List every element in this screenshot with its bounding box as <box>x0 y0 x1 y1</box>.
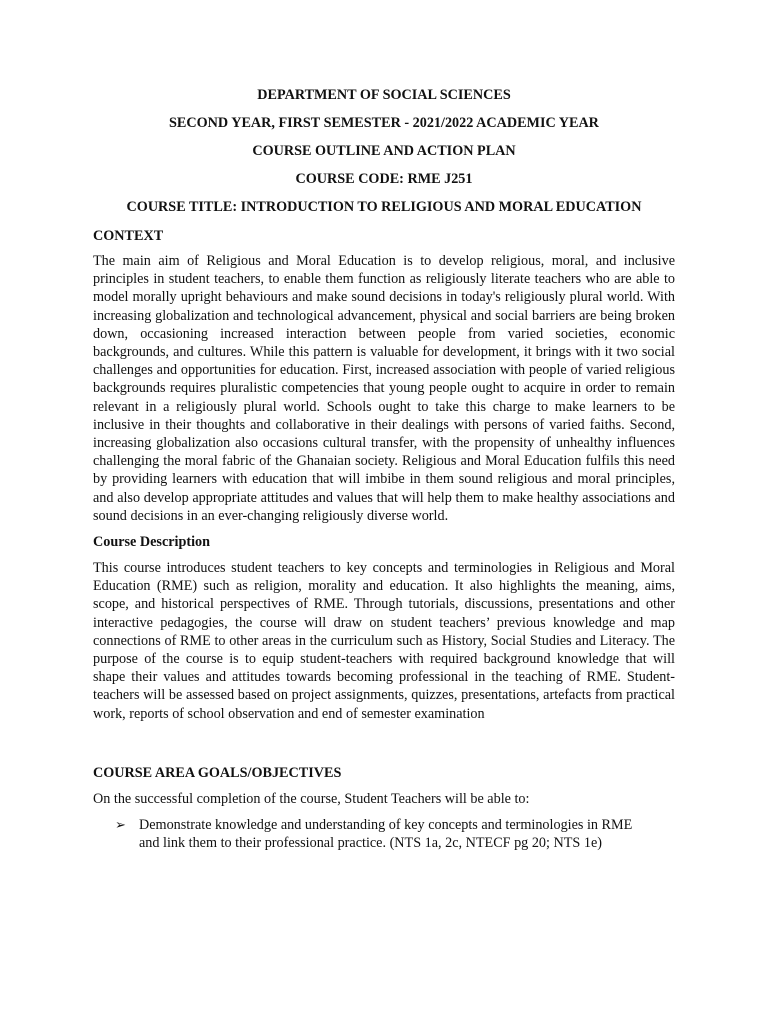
goals-intro-text: On the successful completion of the course, Student Teachers will be able to: <box>93 790 530 807</box>
context-heading: CONTEXT <box>93 228 164 244</box>
course-code-heading: COURSE CODE: RME J251 <box>295 171 473 187</box>
arrowhead-bullet-icon: ➢ <box>115 817 126 833</box>
document-page <box>93 86 675 852</box>
goals-heading: COURSE AREA GOALS/OBJECTIVES <box>93 764 342 781</box>
objective-item <box>93 816 675 852</box>
course-description-paragraph: This course introduces student teachers to key concepts and terminologies in Religious and Moral Education (RME) such as religion, morality and education. It also highlights the meaning, aims, scope, and historical perspectives of RME. Through tutorials, discussions, presentations and other interactive pedagogies, the course will draw on student teachers’ previous knowledge and map connections of RME to other areas in the curriculum such as History, Social Studies and Literacy. The purpose of the course is to equip student-teachers with required background knowledge that will shape their values and attitudes towards becoming professional in the teaching of RME. Student-teachers will be assessed based on project assignments, quizzes, presentations, artefacts from practical work, reports of school observation and end of semester examination <box>93 560 675 722</box>
course-outline-heading: COURSE OUTLINE AND ACTION PLAN <box>252 143 516 159</box>
objective-text: Demonstrate knowledge and understanding of key concepts and terminologies in RME and link them to their professional practice. (NTS 1a, 2c, NTECF pg 20; NTS 1e) <box>139 817 633 852</box>
course-title-heading: COURSE TITLE: INTRODUCTION TO RELIGIOUS AND MORAL EDUCATION <box>126 199 642 215</box>
course-description-heading: Course Description <box>93 534 211 551</box>
academic-year-heading: SECOND YEAR, FIRST SEMESTER - 2021/2022 ACADEMIC YEAR <box>169 115 599 131</box>
department-heading: DEPARTMENT OF SOCIAL SCIENCES <box>257 87 511 103</box>
objectives-list <box>93 816 675 852</box>
context-paragraph: The main aim of Religious and Moral Education is to develop religious, moral, and inclusive principles in student teachers, to enable them function as religiously literate teachers who are able to model morally upright behaviours and make sound decisions in today's religiously plural world. With increasing globalization and technological advancement, physical and social barriers are being broken down, occasioning increased interaction between people from varied societies, economic backgrounds, and cultures. While this pattern is valuable for development, it brings with it two social challenges and opportunities for education. First, increased association with people of varied religious backgrounds requires pluralistic competencies that young people ought to acquire in order to remain relevant in a religiously plural world. Schools ought to take this charge to make learners to be inclusive in their thoughts and collaborative in their dealings with persons of varied faiths. Second, increasing globalization also occasions cultural transfer, with the propensity of unhealthy influences challenging the moral fabric of the Ghanaian society. Religious and Moral Education fulfils this need by providing learners with education that will imbibe in them sound religious and moral principles, and also develop appropriate attitudes and values that will help them to make healthy associations and sound decisions in an ever-changing religiously diverse world. <box>93 253 675 524</box>
